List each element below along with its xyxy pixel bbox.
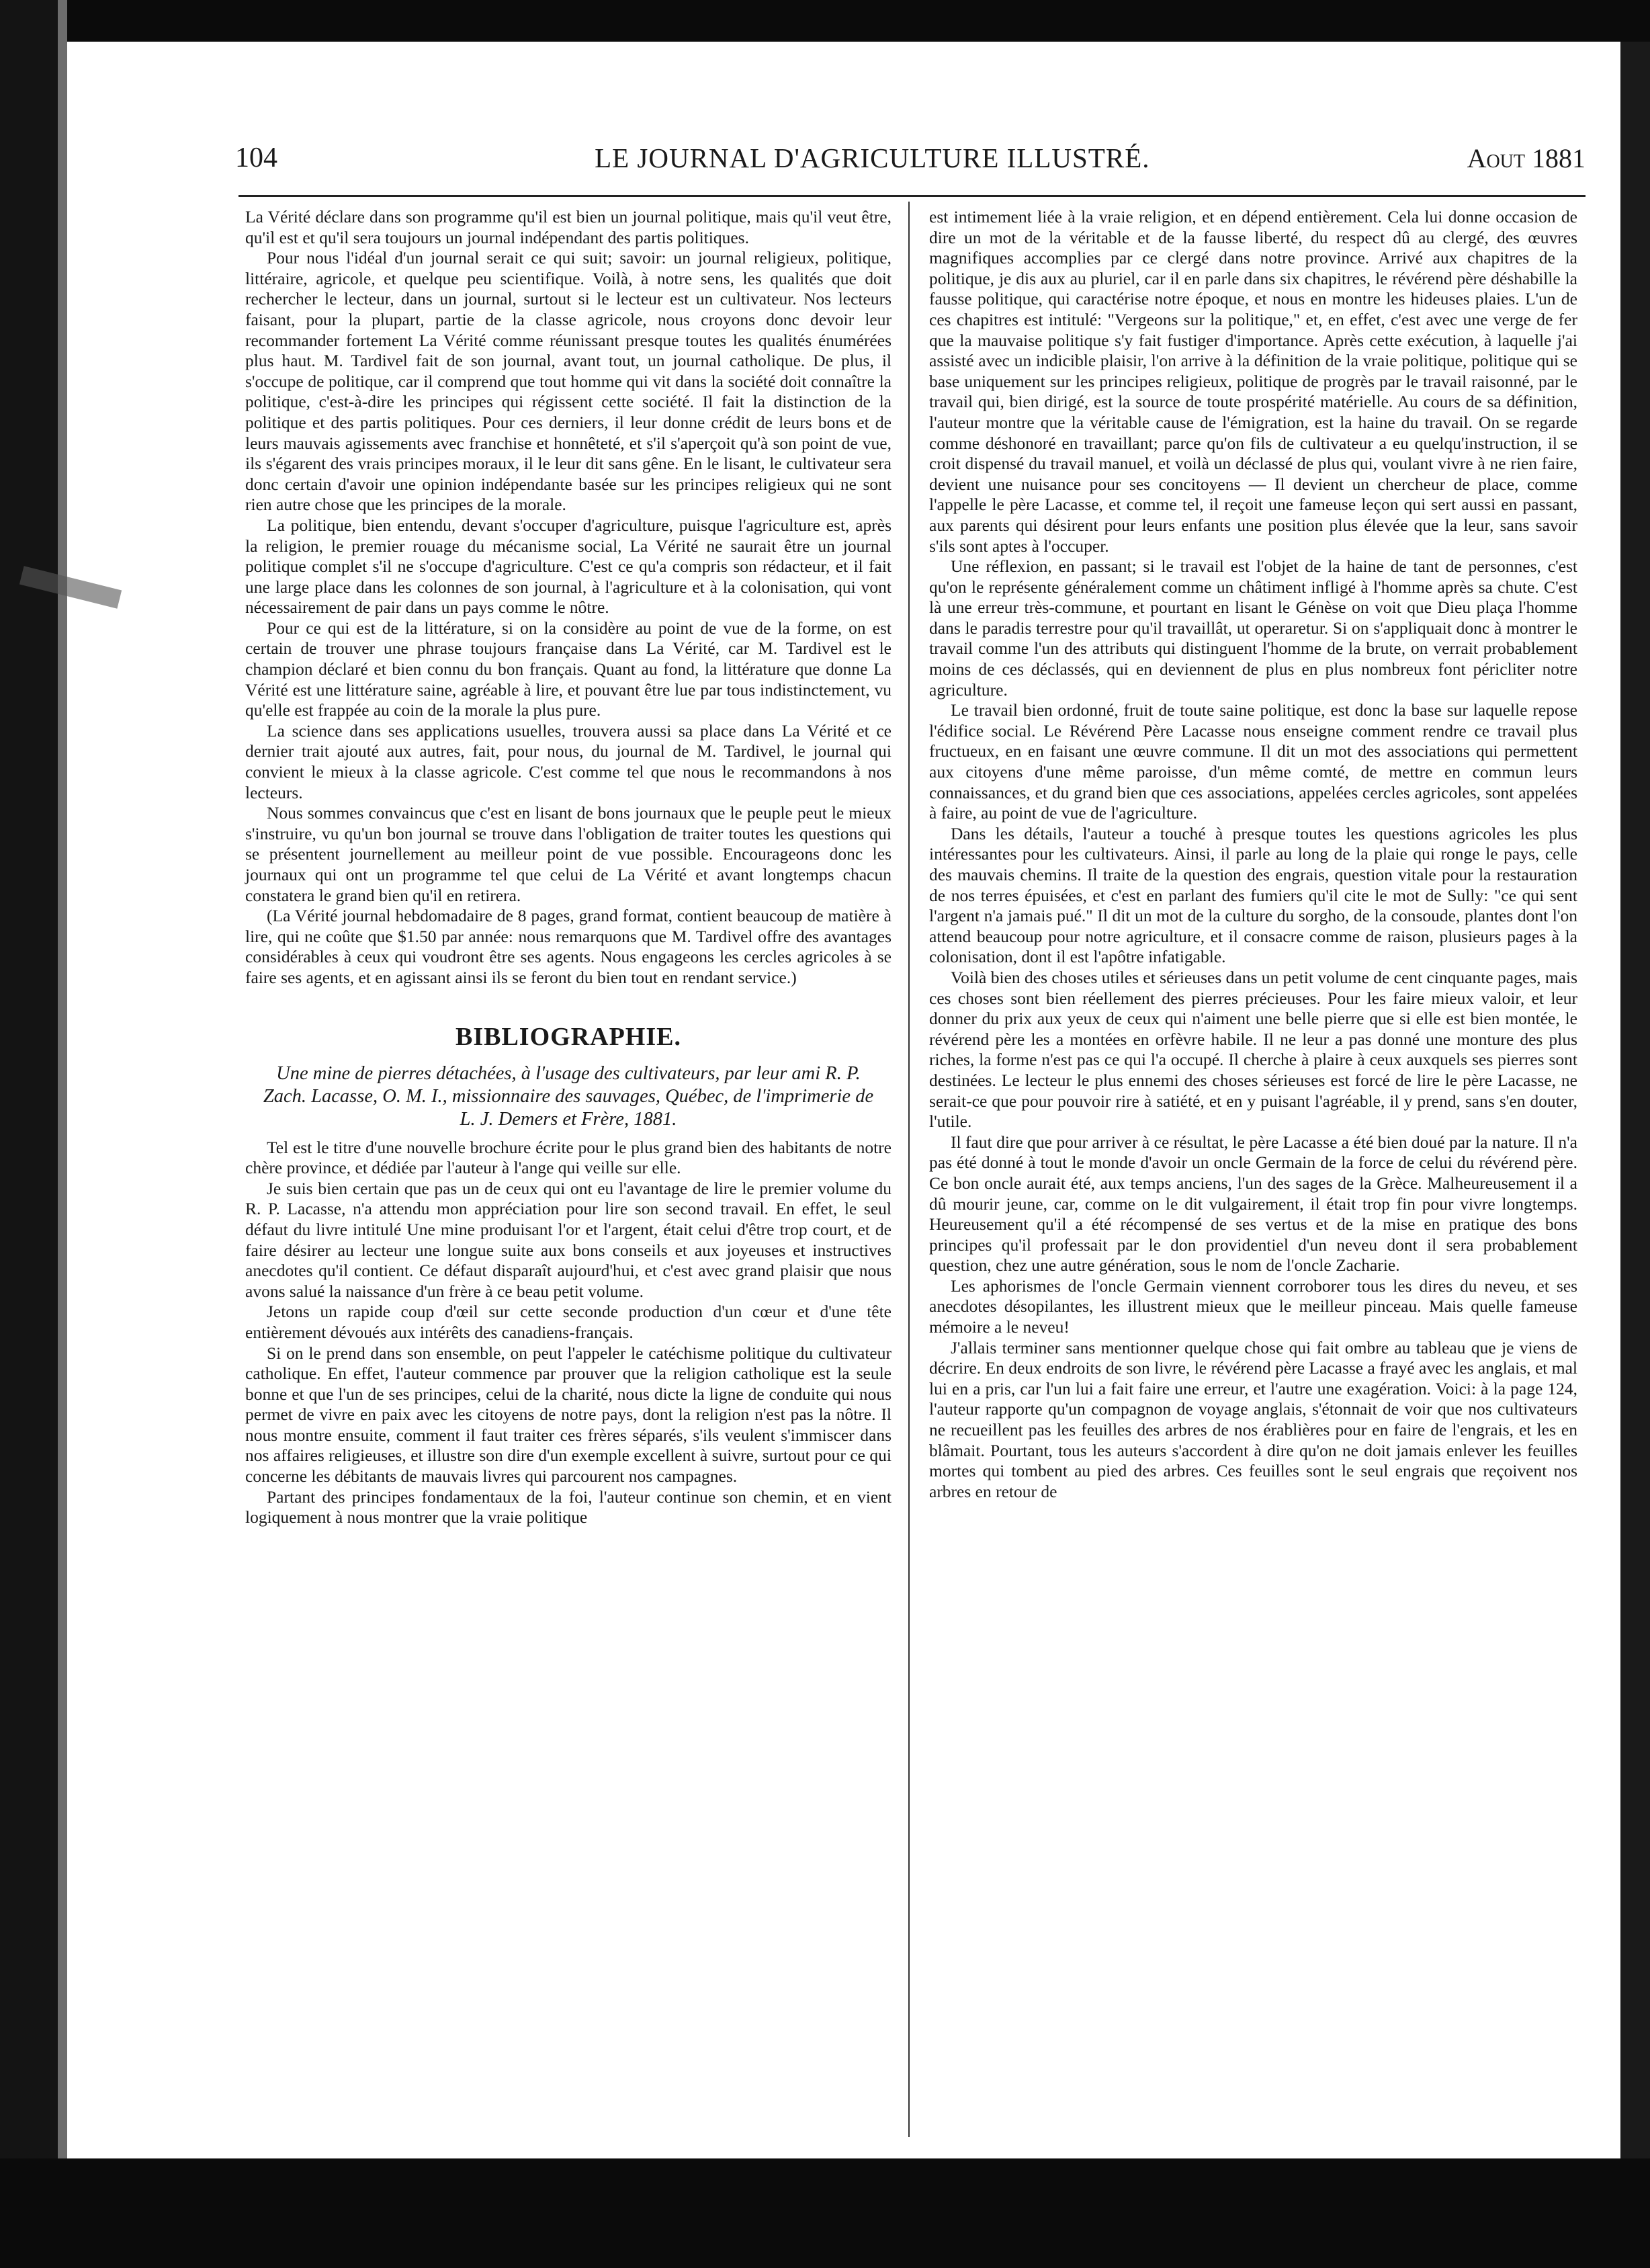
paragraph: Tel est le titre d'une nouvelle brochure écrite pour le plus grand bien des habitants de notre chère province, et dédiée par l'auteur à l'ange qui veille sur elle. — [245, 1137, 892, 1178]
book-title: Une mine de pierres détachées, à l'usage des cultivateurs, par leur ami R. P. Zach. Lacasse, O. M. I., missionnaire des sauvages, Québec, de l'imprimerie de L. J. Demers et Frère, 1881. — [263, 1062, 874, 1130]
paragraph: Pour nous l'idéal d'un journal serait ce qui suit; savoir: un journal religieux, politique, littéraire, agricole, et quelque peu scientifique. Voilà, à notre sens, les qualités que doit rechercher le lecteur, dans un journal, surtout si le lecteur est un cultivateur. Nos lecteurs faisant, pour la plupart, partie de la classe agricole, nous croyons donc devoir leur recommander fortement La Vérité comme réunissant presque toutes les qualités énumérées plus haut. M. Tardivel fait de son journal, avant tout, un journal catholique. De plus, il s'occupe de politique, car il comprend que tout homme qui vit dans la société doit connaître la politique, c'est-à-dire les principes qui régissent cette société. Il fait la distinction de la politique et des partis politiques. Pour ces derniers, il leur donne crédit de leurs bons et de leurs mauvais agissements avec franchise et honnêteté, et s'il s'aperçoit qu'à son point de vue, ils s'égarent des vrais principes moraux, il le leur dit sans gêne. En le lisant, le cultivateur sera donc certain d'avoir une opinion indépendante basée sur les principes religieux qui ne sont rien autre chose que les principes de la morale. — [245, 248, 892, 515]
paragraph: Si on le prend dans son ensemble, on peut l'appeler le catéchisme politique du cultivateur catholique. En effet, l'auteur commence par prouver que la religion catholique est la seule bonne et que l'un de ses principes, celui de la charité, nous dicte la ligne de conduite qui nous permet de vivre en paix avec les citoyens de notre pays, dont la religion n'est pas la nôtre. Il nous montre ensuite, comment il faut traiter ces frères séparés, s'ils veulent s'immiscer dans nos affaires religieuses, et illustre son dire d'un exemple excellent à suivre, surtout pour ce qui concerne les débitants de mauvais livres qui parcourent nos campagnes. — [245, 1343, 892, 1486]
paragraph: Il faut dire que pour arriver à ce résultat, le père Lacasse a été bien doué par la nature. Il n'a pas été donné à tout le monde d'avoir un oncle Germain de la force de celui du révérend père. Ce bon oncle aurait été, aux temps anciens, l'un des sages de la Grèce. Malheureusement il a dû mourir jeune, car, comme on le dit vulgairement, il était trop fin pour vivre longtemps. Heureusement qu'il a été récompensé de ses vertus et de la mise en pratique des bons principes qu'il professait par le don providentiel d'un neveu dont il sera probablement question, chez une autre génération, sous le nom de l'oncle Zacharie. — [929, 1132, 1577, 1275]
paragraph: J'allais terminer sans mentionner quelque chose qui fait ombre au tableau que je viens de décrire. En deux endroits de son livre, le révérend père Lacasse a frayé avec les anglais, et mal lui en a pris, car l'un lui a fait faire une erreur, et l'autre une exagération. Voici: à la page 124, l'auteur rapporte qu'un compagnon de voyage anglais, s'étonnait de voir que nos cultivateurs ne recueillent pas les feuilles des arbres de nos érablières pour en faire de l'engrais, et les en blâmait. Pourtant, tous les auteurs s'accordent à dire qu'on ne doit jamais enlever les feuilles mortes qui tombent au pied des arbres. Ces feuilles sont le seul engrais que reçoivent nos arbres en retour de — [929, 1337, 1577, 1501]
paragraph: Nous sommes convaincus que c'est en lisant de bons journaux que le peuple peut le mieux s'instruire, vu qu'un bon journal se trouve dans l'obligation de traiter toutes les questions qui se présentent journellement au meilleur point de vue possible. Encourageons donc les journaux qui ont un programme tel que celui de La Vérité et avant longtemps chacun constatera le grand bien qu'il en retirera. — [245, 803, 892, 905]
paragraph: La politique, bien entendu, devant s'occuper d'agriculture, puisque l'agriculture est, après la religion, le premier rouage du mécanisme social, La Vérité ne saurait être un journal politique complet s'il ne s'occupe d'agriculture. C'est ce qu'a compris son rédacteur, et il fait une large place dans les colonnes de son journal, à l'agriculture et à la colonisation, qui vont nécessairement de pair dans un pays comme le nôtre. — [245, 515, 892, 618]
left-column — [245, 207, 892, 1528]
scan-border-right — [1620, 42, 1650, 2158]
paragraph: Voilà bien des choses utiles et sérieuses dans un petit volume de cent cinquante pages, mais ces choses sont bien réellement des pierres précieuses. Pour les faire mieux valoir, et leur donner du prix aux yeux de ceux qui n'aiment une belle pierre que si elle est bien montée, le révérend père les a montées en orfèvre habile. Il ne leur a pas donné une monture des plus riches, la forme n'est pas ce qui l'a occupé. Il cherche à plaire à ceux auxquels ses pierres sont destinées. Le lecteur le plus ennemi des choses sérieuses est forcé de lire le père Lacasse, ne serait-ce que pour pouvoir rire à satiété, et en y puisant l'agréable, il y prend, sans s'en douter, l'utile. — [929, 967, 1577, 1132]
paragraph: Jetons un rapide coup d'œil sur cette seconde production d'un cœur et d'une tête entièrement dévoués aux intérêts des canadiens-français. — [245, 1302, 892, 1342]
paragraph: Partant des principes fondamentaux de la foi, l'auteur continue son chemin, et en vient logiquement à nous montrer que la vraie politique — [245, 1486, 892, 1527]
paragraph: La Vérité déclare dans son programme qu'il est bien un journal politique, mais qu'il veut être, qu'il est et qu'il sera toujours un journal indépendant des partis politiques. — [245, 207, 892, 247]
paragraph: Une réflexion, en passant; si le travail est l'objet de la haine de tant de personnes, c'est qu'on le représente généralement comme un châtiment infligé à l'homme après sa chute. C'est là une erreur très-commune, et pourtant en lisant le Génèse on voit que Dieu plaça l'homme dans le paradis terrestre pour qu'il travaillât, ut operaretur. Si on s'appliquait donc à montrer le travail comme l'un des attributs qui distinguent l'homme de la brute, on verrait probablement moins de ces déclassés, qui en deviennent de plus en plus nombreux font péricliter notre agriculture. — [929, 556, 1577, 700]
right-column — [929, 207, 1577, 1502]
paragraph: Le travail bien ordonné, fruit de toute saine politique, est donc la base sur laquelle repose l'édifice social. Le Révérend Père Lacasse nous enseigne comment rendre ce travail plus fructueux, en en faisant une œuvre commune. Il dit un mot des associations qui permettent aux citoyens d'une même paroisse, d'un même comté, de mettre en commun leurs connaissances, et du grand bien que ces associations, appelées cercles agricoles, sont appelées à faire, au point de vue de l'agriculture. — [929, 700, 1577, 823]
header-rule — [238, 195, 1586, 197]
paragraph: est intimement liée à la vraie religion, et en dépend entièrement. Cela lui donne occasion de dire un mot de la véritable et de la fausse liberté, du respect dû au clergé, des œuvres magnifiques accomplies par ce clergé dans notre province. Arrivé aux chapitres de la politique, je dis aux au pluriel, car il en parle dans six chapitres, le révérend père déshabille la fausse politique, qui caractérise notre époque, et nous en montre les hideuses plaies. L'un de ces chapitres est intitulé: "Vergeons sur la politique," et, en effet, c'est avec une verge de fer que la mauvaise politique s'y fait fustiger d'importance. Après cette exécution, à laquelle j'ai assisté avec un indicible plaisir, l'on arrive à la définition de la vraie politique, politique qui se base uniquement sur les principes religieux, politique de progrès par le travail raisonné, par le travail qui, bien dirigé, est la source de toute prospérité matérielle. Au cours de sa définition, l'auteur montre que la véritable cause de l'émigration, est la haine du travail. On se regarde comme déshonoré en travaillant; parce qu'on fils de cultivateur a eu quelqu'instruction, il se croit dispensé du travail manuel, et voilà un déclassé de plus qui, voulant vivre à ne rien faire, devient une nuisance pour ses concitoyens — Il devient un chercheur de place, comme l'appelle le père Lacasse, et comme tel, il reçoit une fameuse leçon qui sert aussi en passant, aux parents qui désirent pour leurs enfants une position plus élevée que la leur, sans savoir s'ils sont aptes à l'occuper. — [929, 207, 1577, 556]
page-header — [235, 138, 1586, 178]
paragraph: Les aphorismes de l'oncle Germain viennent corroborer tous les dires du neveu, et ses anecdotes désopilantes, les illustrent mieux que le meilleur pinceau. Mais quelle fameuse mémoire a le neveu! — [929, 1275, 1577, 1337]
section-heading: BIBLIOGRAPHIE. — [455, 1022, 682, 1051]
paragraph: (La Vérité journal hebdomadaire de 8 pages, grand format, contient beaucoup de matière à lire, qui ne coûte que $1.50 par année: nous remarquons que M. Tardivel offre des avantages considérables à ceux qui voudront être ses agents. Nous engageons les cercles agricoles à se faire ses agents, et en agissant ainsi ils se feront du bien tout en rendant service.) — [245, 906, 892, 987]
journal-title: LE JOURNAL D'AGRICULTURE ILLUSTRÉ. — [595, 142, 1150, 173]
scan-border-left — [0, 0, 67, 2268]
paragraph: Dans les détails, l'auteur a touché à presque toutes les questions agricoles les plus intéressantes pour les cultivateurs. Ainsi, il parle au long de la plaie qui ronge le pays, celle des mauvais chemins. Il traite de la question des engrais, question vitale pour la restauration de nos terres épuisées, et c'est en parlant des fumiers qu'il cite le mot de Sully: "ce qui sent l'argent n'a jamais pué." Il dit un mot de la culture du sorgho, de la consoude, plantes dont l'on attend beaucoup pour notre agriculture, et il consacre comme de raison, plusieurs pages à la colonisation, dont il est l'apôtre infatigable. — [929, 823, 1577, 967]
paragraph: Pour ce qui est de la littérature, si on la considère au point de vue de la forme, on est certain de trouver une phrase toujours française dans La Vérité, car M. Tardivel est le champion déclaré et bien connu du bon français. Quant au fond, la littérature que donne La Vérité est une littérature saine, agréable à lire, et pouvant être lue par tous indistinctement, vu qu'elle est frappée au coin de la morale la plus pure. — [245, 618, 892, 720]
issue-date: Aout 1881 — [1467, 142, 1586, 173]
paragraph: Je suis bien certain que pas un de ceux qui ont eu l'avantage de lire le premier volume du R. P. Lacasse, n'a attendu mon appréciation pour lire son second travail. En effet, le seul défaut du livre intitulé Une mine produisant l'or et l'argent, était celui d'être trop court, et de faire désirer au lecteur une longue suite aux bons conseils et aux joyeuses et instructives anecdotes qu'il contient. Ce défaut disparaît aujourd'hui, et c'est avec grand plaisir que nous avons salué la naissance d'un frère à ce beau petit volume. — [245, 1178, 892, 1301]
page-number: 104 — [235, 142, 277, 173]
paragraph: La science dans ses applications usuelles, trouvera aussi sa place dans La Vérité et ce dernier trait ajouté aux autres, fait, pour nous, du journal de M. Tardivel, le journal qui convient le mieux à la classe agricole. C'est comme tel que nous le recommandons à nos lecteurs. — [245, 720, 892, 802]
scan-border-top — [0, 0, 1650, 42]
scan-border-bottom — [0, 2158, 1650, 2268]
column-divider — [908, 202, 910, 2137]
